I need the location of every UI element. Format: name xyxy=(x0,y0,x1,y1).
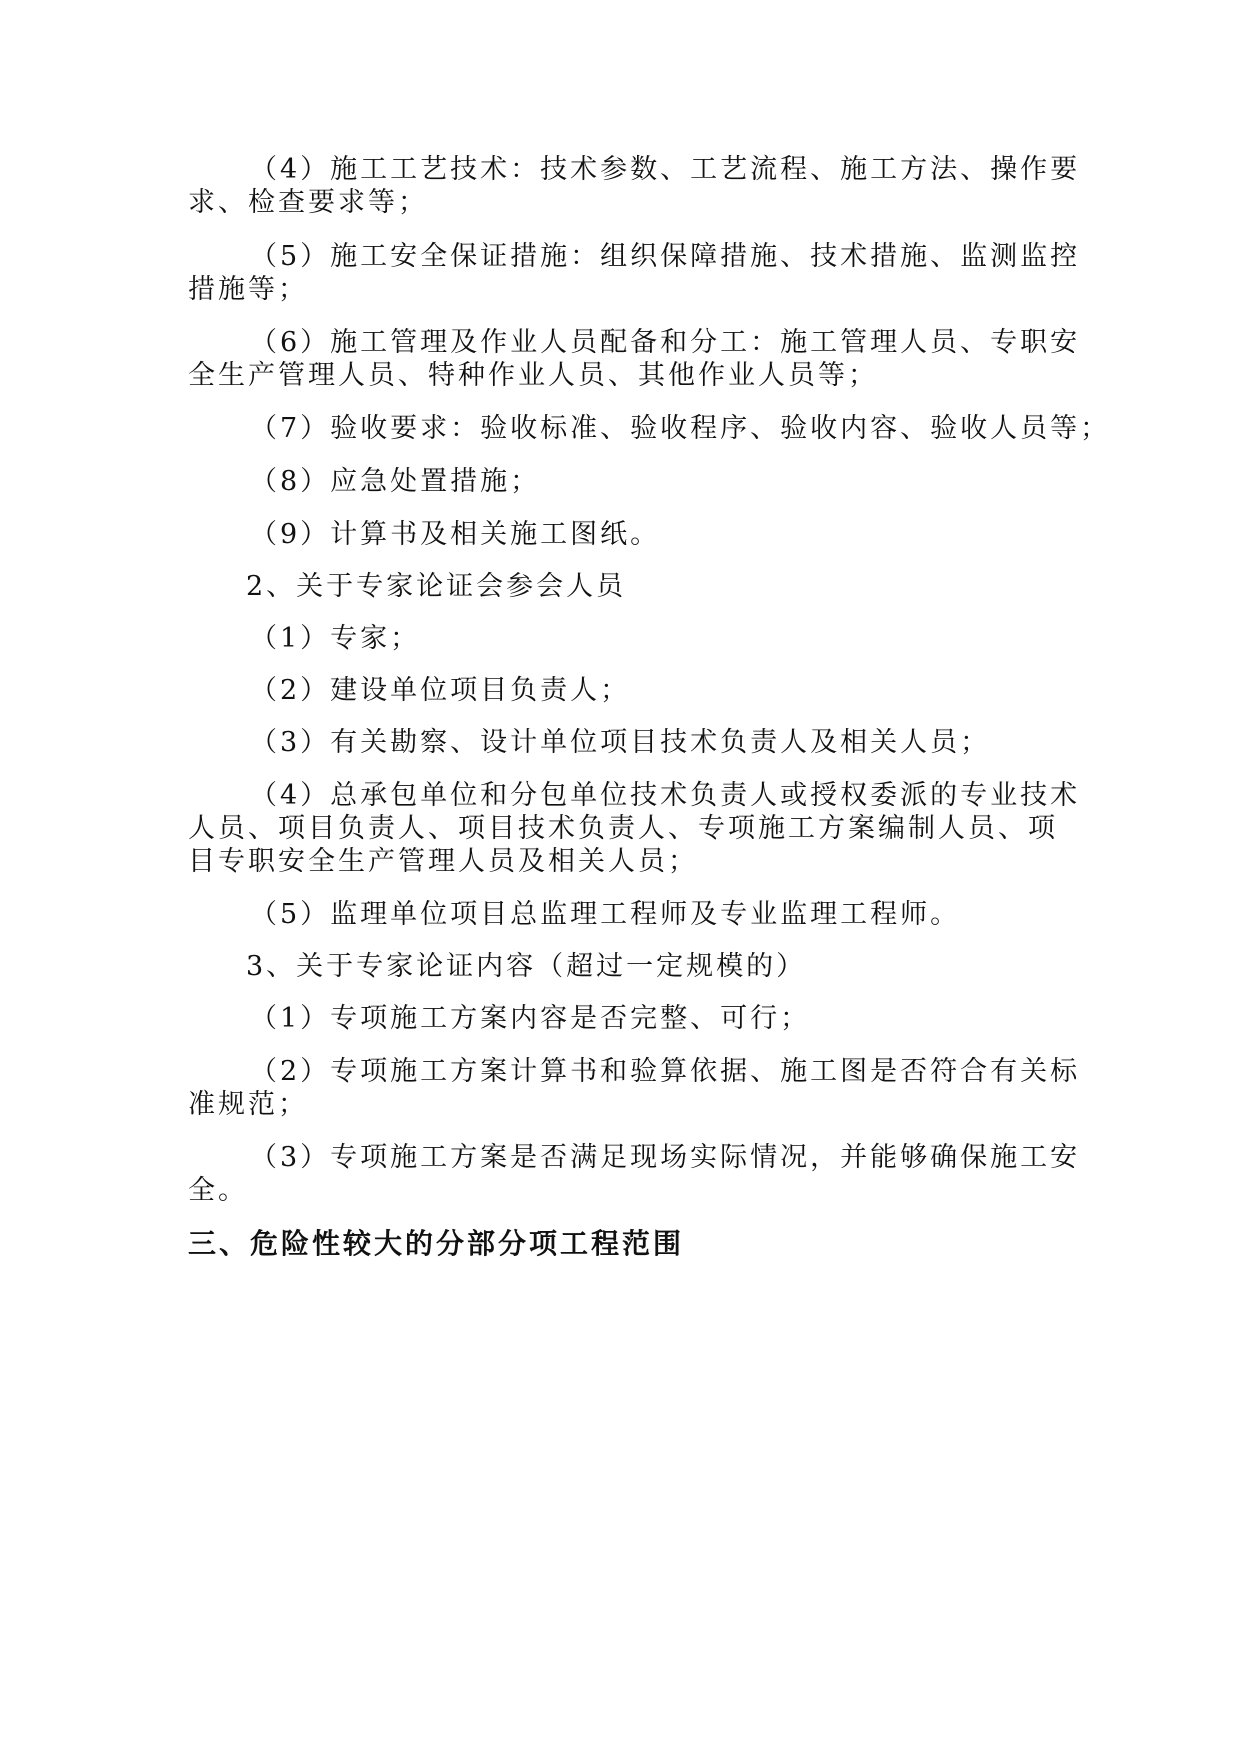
participant-3-survey-design: （3）有关勘察、设计单位项目技术负责人及相关人员； xyxy=(250,727,991,758)
item-6-staffing-line-2: 全生产管理人员、特种作业人员、其他作业人员等； xyxy=(188,360,878,391)
item-8-emergency-measures: （8）应急处置措施； xyxy=(250,466,541,497)
review-2-calculation-line-2: 准规范； xyxy=(188,1089,308,1120)
item-4-construction-technique-line-2: 求、检查要求等； xyxy=(188,187,428,218)
review-2-calculation-line-1: （2）专项施工方案计算书和验算依据、施工图是否符合有关标 xyxy=(250,1056,1081,1087)
participant-4-contractor-line-2: 人员、项目负责人、项目技术负责人、专项施工方案编制人员、项 xyxy=(188,813,1058,844)
participant-2-owner-manager: （2）建设单位项目负责人； xyxy=(250,675,631,706)
participant-4-contractor-line-3: 目专职安全生产管理人员及相关人员； xyxy=(188,846,698,877)
item-5-safety-measures-line-1: （5）施工安全保证措施：组织保障措施、技术措施、监测监控 xyxy=(250,241,1081,272)
subheading-2-participants: 2、关于专家论证会参会人员 xyxy=(246,571,627,602)
section-3-heading: 三、危险性较大的分部分项工程范围 xyxy=(188,1227,685,1260)
review-3-site-conditions-line-2: 全。 xyxy=(188,1175,248,1206)
item-5-safety-measures-line-2: 措施等； xyxy=(188,274,308,305)
item-4-construction-technique-line-1: （4）施工工艺技术：技术参数、工艺流程、施工方法、操作要 xyxy=(250,154,1081,185)
item-9-calculation-drawings: （9）计算书及相关施工图纸。 xyxy=(250,519,661,550)
item-6-staffing-line-1: （6）施工管理及作业人员配备和分工：施工管理人员、专职安 xyxy=(250,327,1081,358)
participant-1-experts: （1）专家； xyxy=(250,623,421,654)
participant-5-supervisor: （5）监理单位项目总监理工程师及专业监理工程师。 xyxy=(250,899,961,930)
subheading-3-review-content: 3、关于专家论证内容（超过一定规模的） xyxy=(246,951,807,982)
review-1-completeness: （1）专项施工方案内容是否完整、可行； xyxy=(250,1003,811,1034)
item-7-acceptance-requirements: （7）验收要求：验收标准、验收程序、验收内容、验收人员等； xyxy=(250,413,1111,444)
review-3-site-conditions-line-1: （3）专项施工方案是否满足现场实际情况，并能够确保施工安 xyxy=(250,1142,1081,1173)
participant-4-contractor-line-1: （4）总承包单位和分包单位技术负责人或授权委派的专业技术 xyxy=(250,780,1081,811)
